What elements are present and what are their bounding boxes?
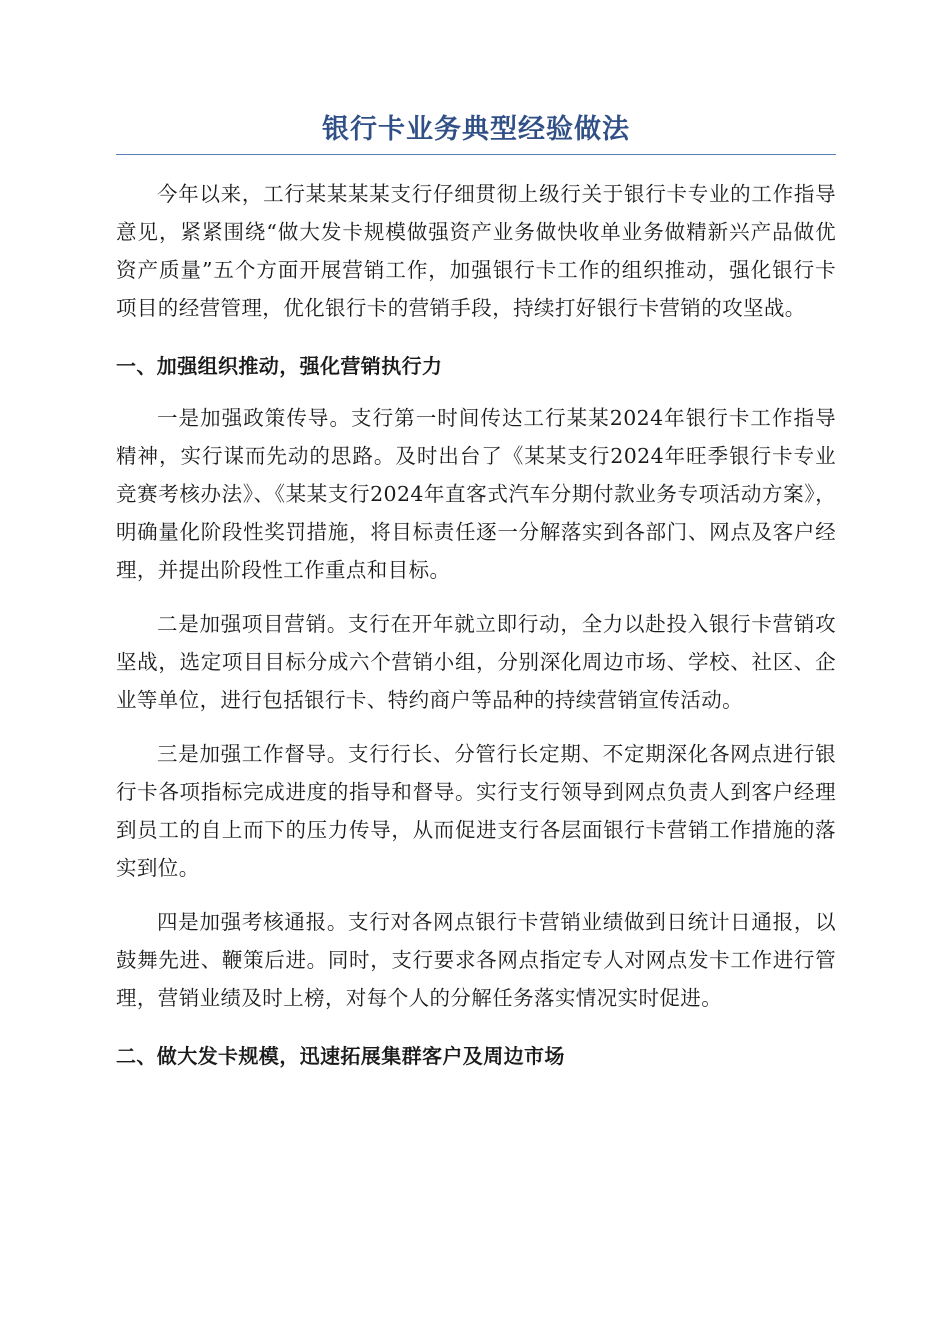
document-page (116, 110, 836, 1075)
intro-paragraph: 今年以来，工行某某某某支行仔细贯彻上级行关于银行卡专业的工作指导意见，紧紧围绕“做大发卡规模做强资产业务做快收单业务做精新兴产品做优资产质量”五个方面开展营销工作，加强银行卡工作的组织推动，强化银行卡项目的经营管理，优化银行卡的营销手段，持续打好银行卡营销的攻坚战。 (116, 182, 836, 320)
document-title: 银行卡业务典型经验做法 (116, 110, 836, 155)
section-1-paragraph-3: 三是加强工作督导。支行行长、分管行长定期、不定期深化各网点进行银行卡各项指标完成进度的指导和督导。实行支行领导到网点负责人到客户经理到员工的自上而下的压力传导，从而促进支行各层面银行卡营销工作措施的落实到位。 (116, 742, 836, 880)
section-1-paragraph-4: 四是加强考核通报。支行对各网点银行卡营销业绩做到日统计日通报，以鼓舞先进、鞭策后进。同时，支行要求各网点指定专人对网点发卡工作进行管理，营销业绩及时上榜，对每个人的分解任务落实情况实时促进。 (116, 910, 836, 1010)
section-1-paragraph-2: 二是加强项目营销。支行在开年就立即行动，全力以赴投入银行卡营销攻坚战，选定项目目标分成六个营销小组，分别深化周边市场、学校、社区、企业等单位，进行包括银行卡、特约商户等品种的持续营销宣传活动。 (116, 612, 836, 712)
section-1-heading: 一、加强组织推动，强化营销执行力 (116, 354, 443, 378)
section-2-heading: 二、做大发卡规模，迅速拓展集群客户及周边市场 (116, 1044, 565, 1068)
section-1-paragraph-1: 一是加强政策传导。支行第一时间传达工行某某2024年银行卡工作指导精神，实行谋而先动的思路。及时出台了《某某支行2024年旺季银行卡专业竞赛考核办法》、《某某支行2024年直客式汽车分期付款业务专项活动方案》，明确量化阶段性奖罚措施，将目标责任逐一分解落实到各部门、网点及客户经理，并提出阶段性工作重点和目标。 (116, 406, 836, 582)
